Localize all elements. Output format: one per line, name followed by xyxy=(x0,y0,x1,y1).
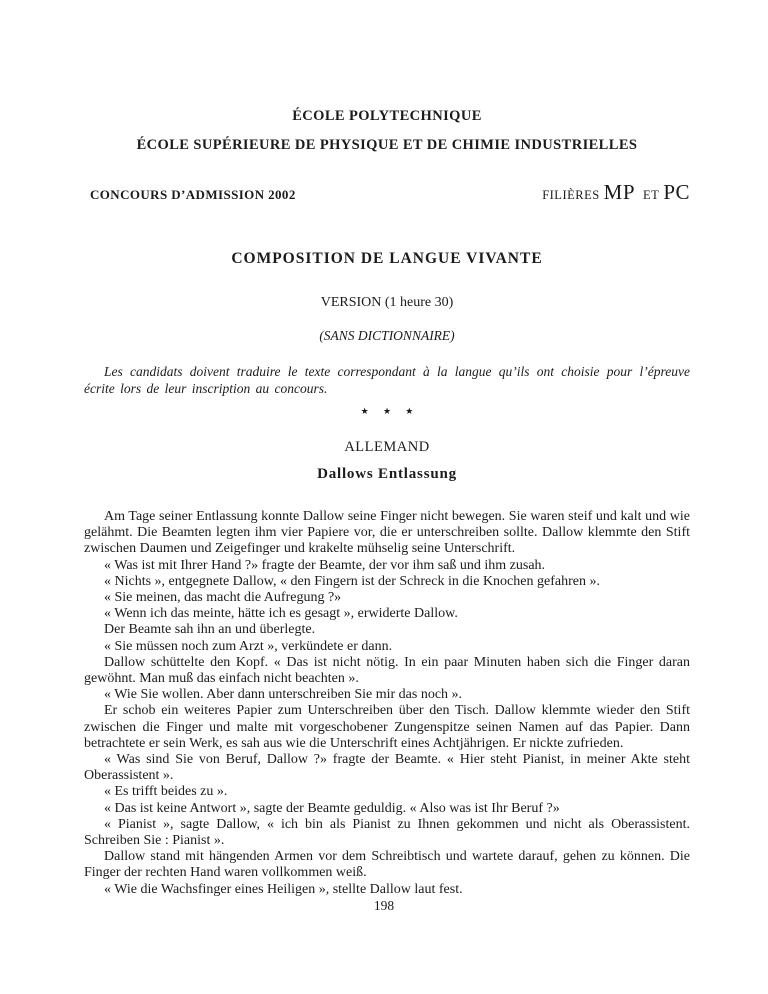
paragraph: Dallow schüttelte den Kopf. « Das ist nicht nötig. In ein paar Minuten haben sich die Finger daran gewöhnt. Man muß das einfach nicht beachten ». xyxy=(84,654,690,687)
filiere-mp: MP xyxy=(603,180,636,204)
dictionary-note: (SANS DICTIONNAIRE) xyxy=(319,328,455,343)
star-separator: ★ ★ ★ xyxy=(360,406,420,416)
paragraph: Er schob ein weiteres Papier zum Unterschreiben über den Tisch. Dallow klemmte wieder den Stift zwischen die Finger und malte mit vorgeschobener Zungenspitze seinen Namen auf das Papier. Dann betrachtete er sein Werk, es sah aus wie die Unterschrift eines Achtjährigen. Er nickte zufrieden. xyxy=(84,703,690,751)
paragraph: « Nichts », entgegnete Dallow, « den Fingern ist der Schreck in die Knochen gefahren ». xyxy=(104,573,600,589)
concours-admission-label: CONCOURS D’ADMISSION 2002 xyxy=(90,187,296,202)
concours-row xyxy=(84,180,690,205)
paragraph: « Es trifft beides zu ». xyxy=(104,784,228,800)
paragraph: Dallow stand mit hängenden Armen vor dem Schreibtisch und wartete darauf, gehen zu können. Die Finger der rechten Hand waren vollkommen weiß. xyxy=(84,849,690,881)
paragraph: « Sie müssen noch zum Arzt », verkündete er dann. xyxy=(104,638,393,654)
page-number: 198 xyxy=(373,898,395,913)
school-name-espci: ÉCOLE SUPÉRIEURE DE PHYSIQUE ET DE CHIMIE INDUSTRIELLES xyxy=(136,137,638,153)
filieres-word: FILIÈRES xyxy=(542,188,600,202)
filiere-pc: PC xyxy=(663,180,690,204)
exam-title: COMPOSITION DE LANGUE VIVANTE xyxy=(231,250,543,267)
candidate-instructions: Les candidats doivent traduire le texte correspondant à la langue qu’ils ont choisie pour l’épreuve écrite lors de leur inscription au concours. xyxy=(84,364,690,396)
translation-text-body xyxy=(84,509,690,898)
paragraph: « Wie die Wachsfinger eines Heiligen », stellte Dallow laut fest. xyxy=(104,881,463,897)
school-name-polytechnique: ÉCOLE POLYTECHNIQUE xyxy=(292,108,482,124)
paragraph: « Sie meinen, das macht die Aufregung ?» xyxy=(104,590,342,606)
paragraph: « Das ist keine Antwort », sagte der Beamte geduldig. « Also was ist Ihr Beruf ?» xyxy=(104,800,560,816)
paragraph: « Was ist mit Ihrer Hand ?» fragte der Beamte, der vor ihm saß und ihm zusah. xyxy=(104,557,546,573)
paragraph: « Pianist », sagte Dallow, « ich bin als Pianist zu Ihnen gekommen und nicht als Oberassistent. Schreiben Sie : Pianist ». xyxy=(84,816,690,849)
document-header xyxy=(84,108,690,205)
exam-version-duration: VERSION (1 heure 30) xyxy=(320,295,454,310)
paragraph: « Wenn ich das meinte, hätte ich es gesagt », erwiderte Dallow. xyxy=(104,606,458,622)
paragraph: Am Tage seiner Entlassung konnte Dallow seine Finger nicht bewegen. Sie waren steif und kalt und wie gelähmt. Die Beamten legten ihm vier Papiere vor, die er unterschreiben sollte. Dallow klemmte den Stift zwischen Daumen und Zeigefinger und krakelte mühselig seine Unterschrift. xyxy=(84,509,690,557)
translation-text-title: Dallows Entlassung xyxy=(317,466,457,482)
language-section-heading: ALLEMAND xyxy=(344,439,430,455)
filieres-conjunction: ET xyxy=(643,188,660,202)
filieres-label xyxy=(542,180,690,205)
paragraph: « Wie Sie wollen. Aber dann unterschreiben Sie mir das noch ». xyxy=(104,687,463,703)
paragraph: Der Beamte sah ihn an und überlegte. xyxy=(104,622,316,638)
paragraph: « Was sind Sie von Beruf, Dallow ?» fragte der Beamte. « Hier steht Pianist, in meiner Akte steht Oberassistent ». xyxy=(84,752,690,784)
